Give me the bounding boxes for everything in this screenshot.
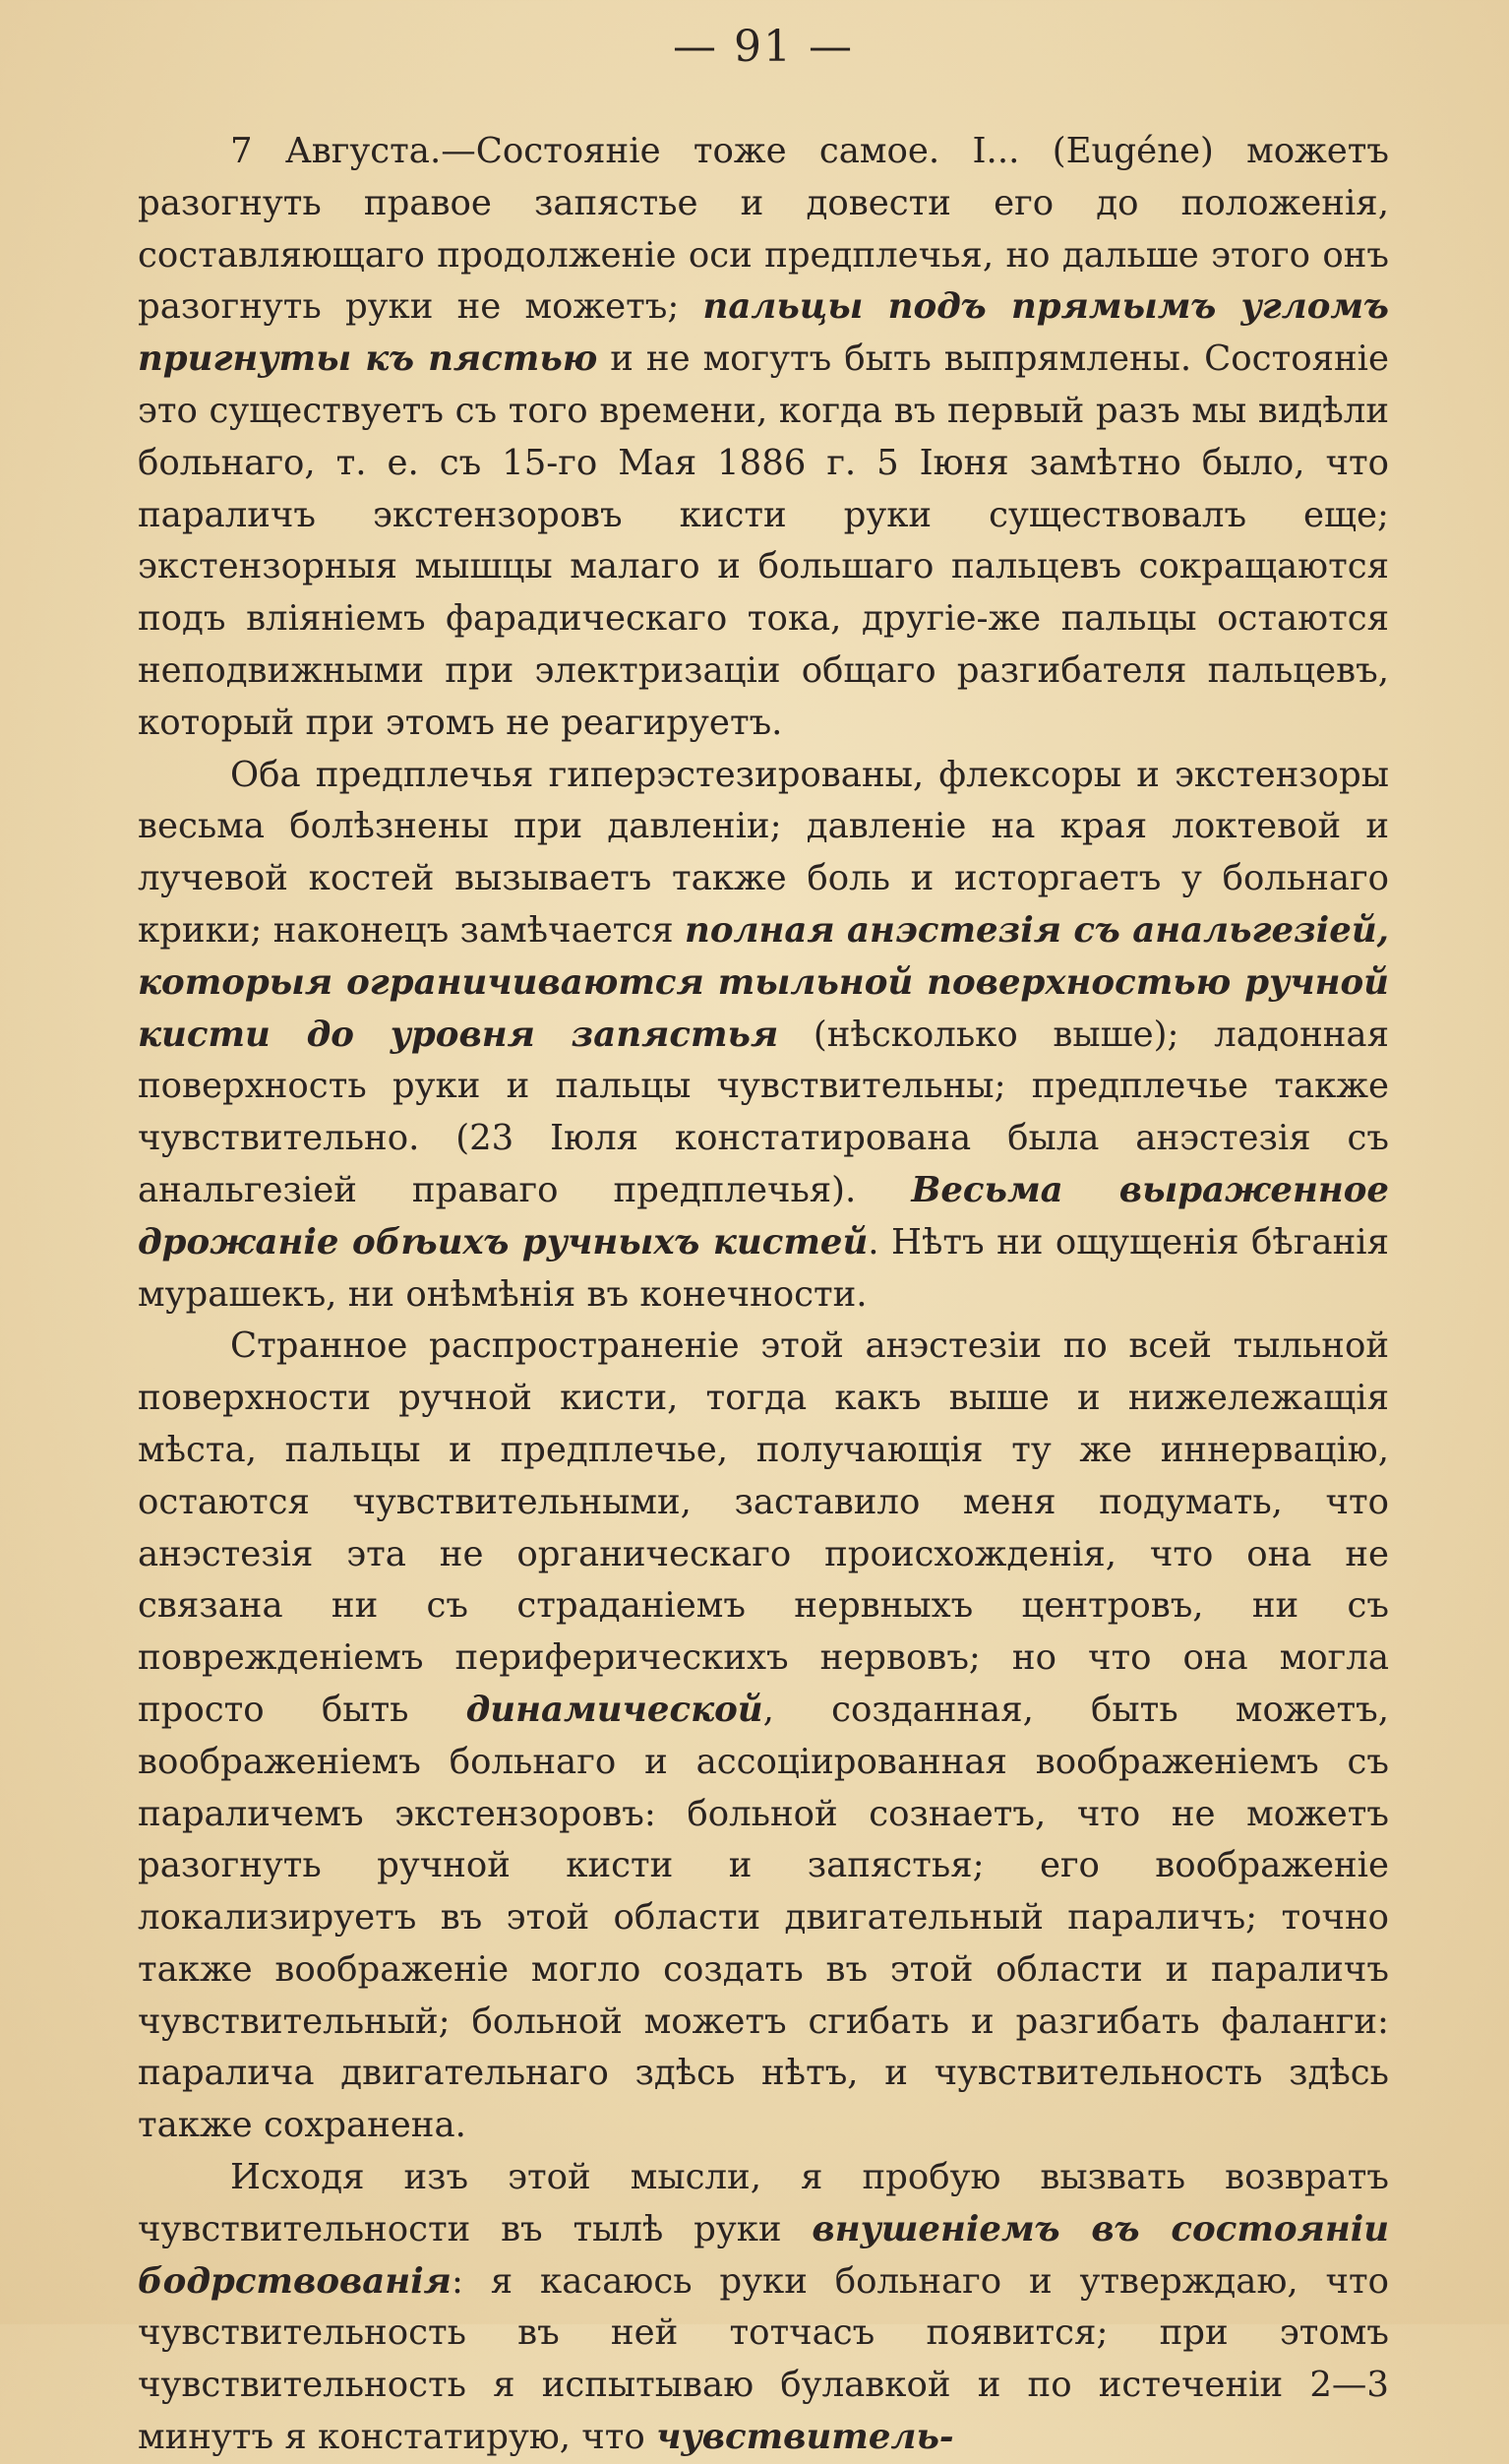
emphasis-text: внушенiемъ въ состоянiи бодрствованiя bbox=[138, 2208, 1390, 2302]
paragraph bbox=[138, 126, 1389, 750]
emphasis-text: пальцы подъ прямымъ угломъ пригнуты къ пястью bbox=[138, 286, 1389, 380]
text-run: Оба предплечья гиперэстезированы, флексоры и экстензоры весьма болѣзнены при давленiи; давленiе на края локтевой и лучевой костей вызываетъ также боль и исторгаетъ у больнаго крики; наконецъ замѣчается bbox=[138, 754, 1389, 951]
book-page bbox=[138, 0, 1390, 2458]
body-text bbox=[138, 126, 1389, 2464]
text-run: и не могутъ быть выпрямлены. Состоянiе это существуетъ съ того времени, когда въ первый разъ мы видѣли больнаго, т. е. съ 15-го Мая 1886 г. 5 Iюня замѣтно было, что параличъ экстензоровъ кисти руки существовалъ еще; экстензорныя мышцы малаго и большаго пальцевъ сокращаются подъ влiянiемъ фарадическаго тока, другiе-же пальцы остаются неподвижными при электризацiи общаго разгибателя пальцевъ, который при этомъ не реагируетъ. bbox=[138, 339, 1389, 743]
text-run: 7 Августа.—Состоянiе тоже самое. I... (Eugéne) можетъ разогнуть правое запястье и довести его до положенiя, составляющаго продолженiе оси предплечья, но дальше этого онъ разогнуть руки не можетъ; bbox=[138, 131, 1389, 328]
text-run: . Нѣтъ ни ощущенiя бѣганiя мурашекъ, ни онѣмѣнiя въ конечности. bbox=[138, 1221, 1389, 1315]
emphasis-text: чувствитель- bbox=[656, 2417, 954, 2458]
text-run: (нѣсколько выше); ладонная поверхность руки и пальцы чувствительны; предплечье также чувствительно. (23 Iюля констатирована была анэстезiя съ анальгезiей праваго предплечья). bbox=[138, 1014, 1389, 1210]
emphasis-text: динамической bbox=[465, 1689, 763, 1730]
emphasis-text: Весьма выраженное дрожанiе обѣихъ ручныхъ кистей bbox=[138, 1169, 1389, 1263]
text-run: , созданная, быть можетъ, воображенiемъ больнаго и ассоцiированная воображенiемъ съ параличемъ экстензоровъ: больной сознаетъ, что не можетъ разогнуть ручной кисти и запястья; его воображенiе локализируетъ въ этой области двигательный параличъ; точно также воображенiе могло создать въ этой области и параличъ чувствительный; больной можетъ сгибать и разгибать фаланги: паралича двигательнаго здѣсь нѣтъ, и чувствительность здѣсь также сохранена. bbox=[138, 1689, 1389, 2146]
emphasis-text: полная анэстезiя съ анальгезiей, которыя ограничиваются тыльной поверхностью ручной кисти до уровня запястья bbox=[138, 909, 1389, 1055]
page-number: — 91 — bbox=[673, 22, 854, 72]
paragraph bbox=[138, 2152, 1389, 2464]
paragraph bbox=[138, 1321, 1389, 2152]
text-run: : я касаюсь руки больнаго и утверждаю, что чувствительность въ ней тотчасъ появится; при этомъ чувствительность я испытываю булавкой и по истеченiи 2—3 минутъ я констатирую, что bbox=[138, 2260, 1389, 2458]
text-run: Исходя изъ этой мысли, я пробую вызвать возвратъ чувствительности въ тылѣ руки bbox=[138, 2157, 1389, 2249]
paragraph bbox=[138, 750, 1389, 1322]
text-run: Странное распространенiе этой анэстезiи по всей тыльной поверхности ручной кисти, тогда какъ выше и нижележащiя мѣста, пальцы и предплечье, получающiя ту же иннервацiю, остаются чувствительными, заставило меня подумать, что анэстезiя эта не органическаго происхожденiя, что она не связана ни съ страданiемъ нервныхъ центровъ, ни съ поврежденiемъ периферическихъ нервовъ; но что она могла просто быть bbox=[138, 1325, 1389, 1730]
